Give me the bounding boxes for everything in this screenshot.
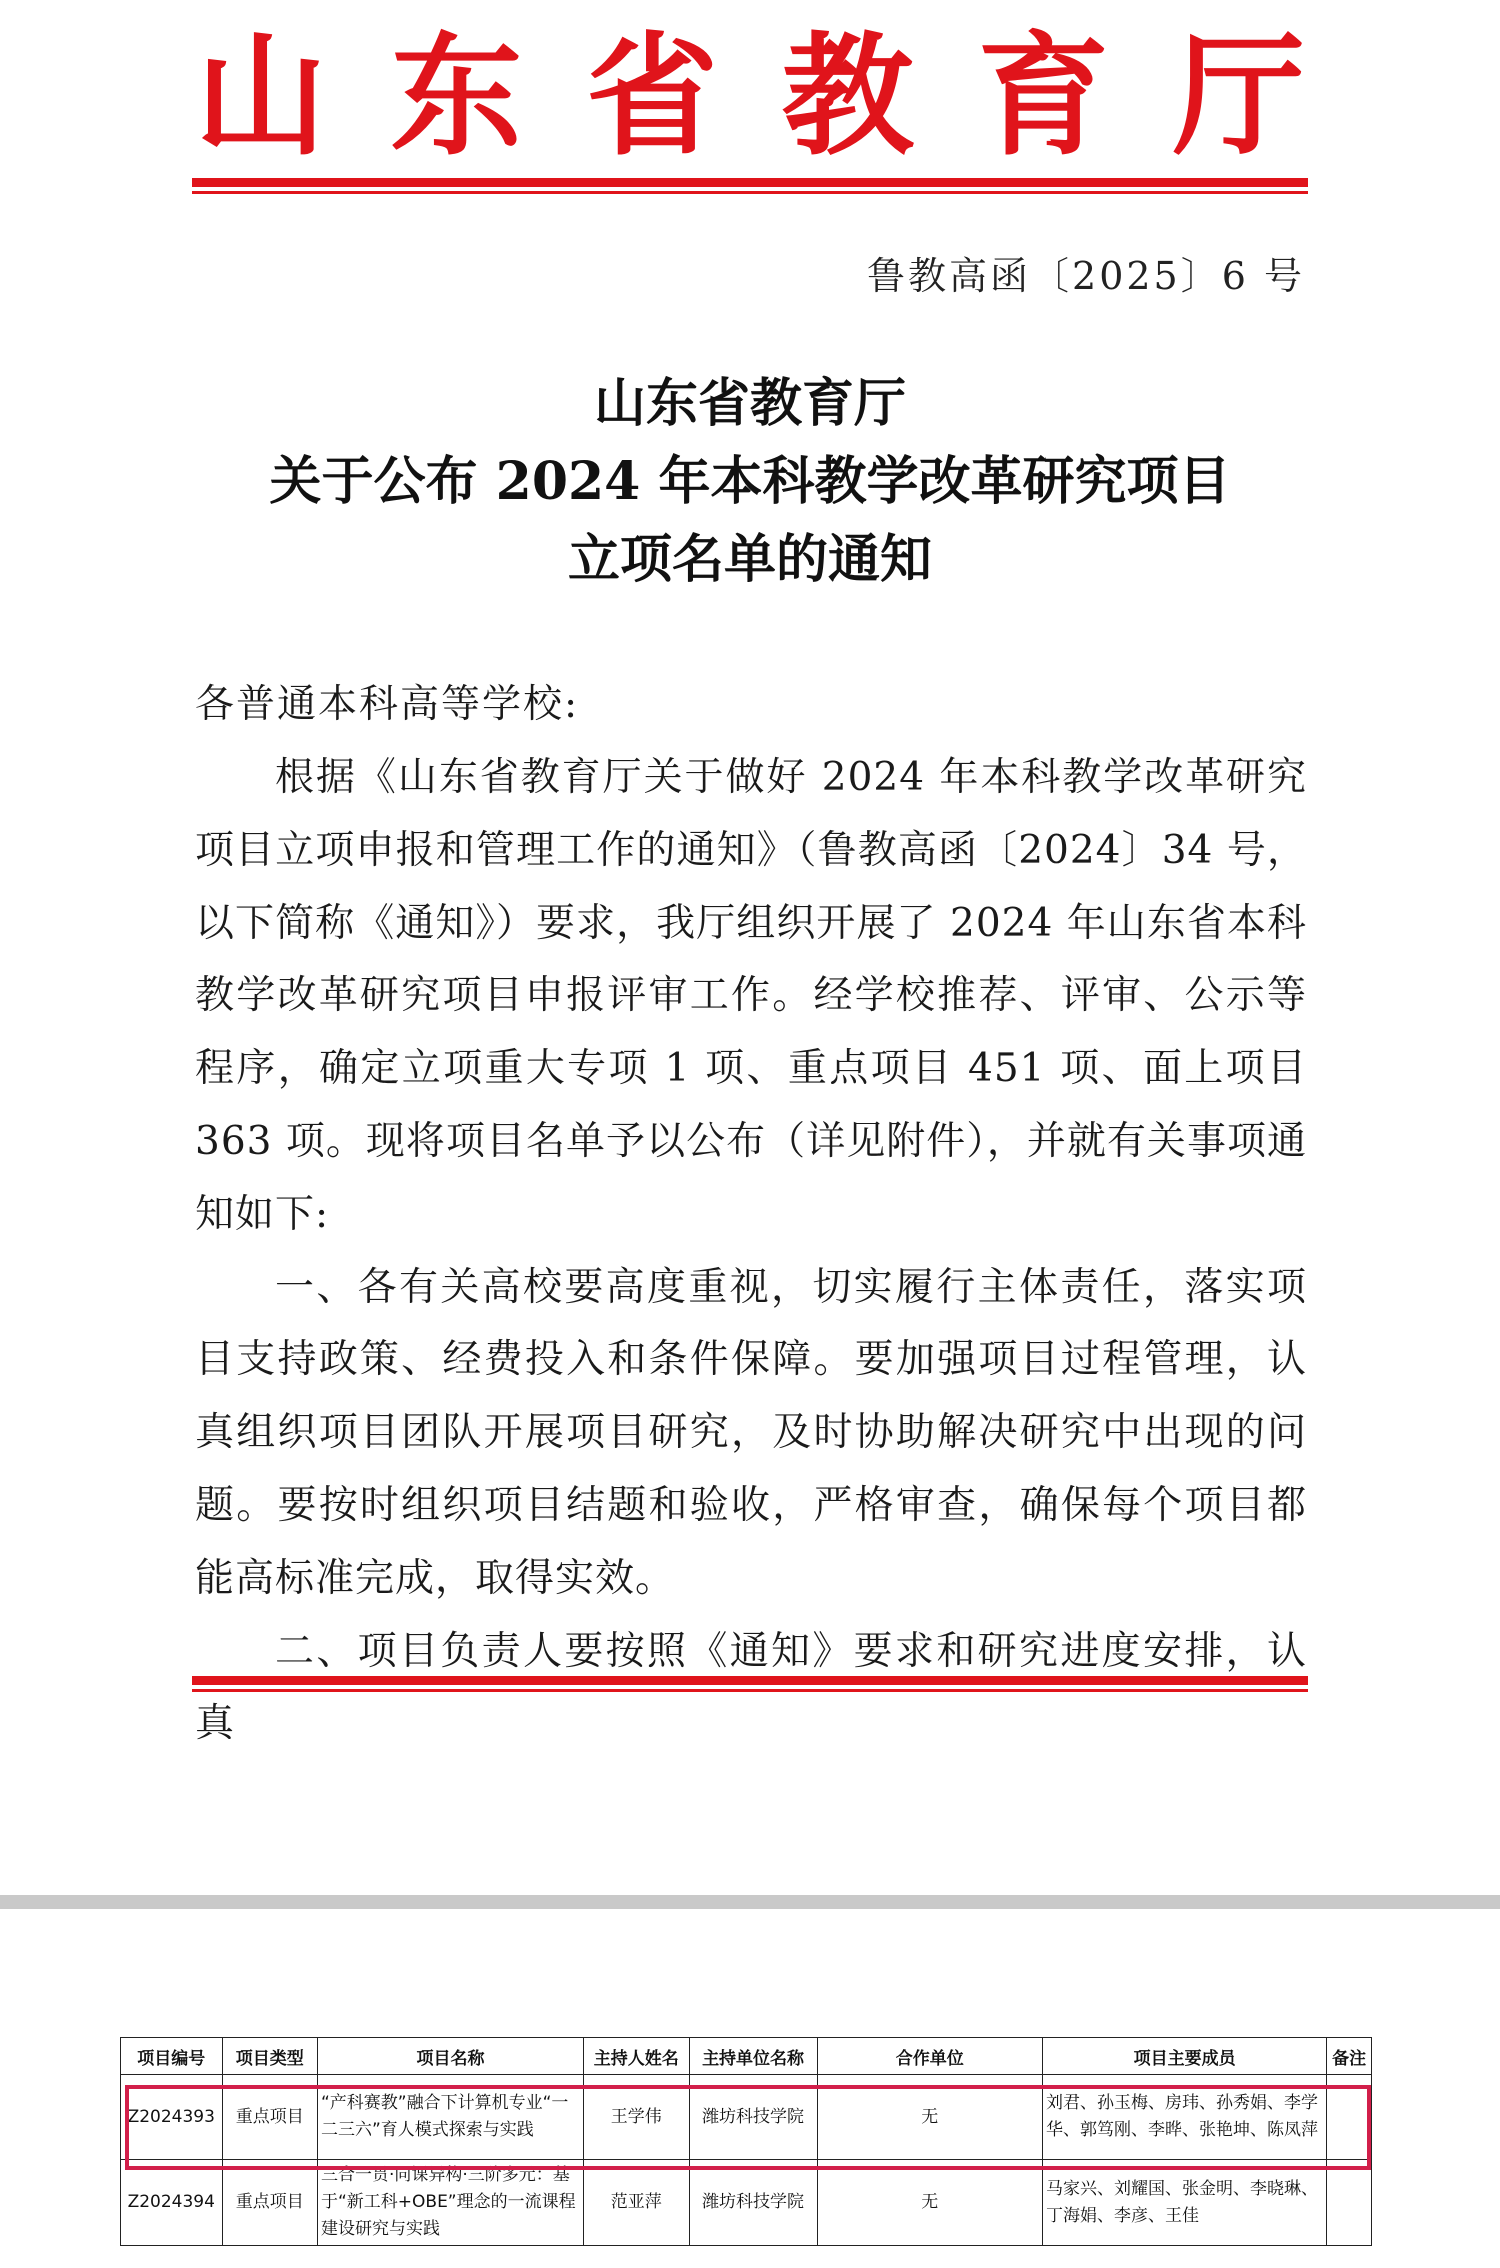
cell-note (1327, 2160, 1372, 2246)
salutation: 各普通本科高等学校: (195, 682, 580, 727)
red-rule-thick (192, 178, 1308, 187)
red-rule-thin (192, 191, 1308, 194)
cell-partner: 无 (817, 2075, 1042, 2160)
masthead-char: 山 (195, 20, 327, 174)
masthead-char: 育 (977, 20, 1110, 174)
cell-type: 重点项目 (222, 2075, 317, 2160)
cell-partner: 无 (817, 2160, 1042, 2246)
col-header: 主持单位名称 (689, 2038, 817, 2075)
paragraph-intro: 根据《山东省教育厅关于做好 2024 年本科教学改革研究项目立项申报和管理工作的通知》（鲁教高函〔2024〕34 号，以下简称《通知》）要求，我厅组织开展了 2024 年山东省本科教学改革研究项目申报评审工作。经学校推荐、评审、公示等程序，确定立项重大专项 1 项、重点项目 451 项、面上项目 363 项。现将项目名单予以公布（详见附件），并就有关事项通知如下: (195, 755, 1307, 1237)
cell-type: 重点项目 (222, 2160, 317, 2246)
notice-body (195, 742, 1307, 1761)
red-rule-bottom-thin (192, 1689, 1308, 1692)
cell-unit: 潍坊科技学院 (689, 2160, 817, 2246)
cell-id: Z2024393 (121, 2075, 223, 2160)
cell-unit: 潍坊科技学院 (689, 2075, 817, 2160)
cell-name: 三合一贯·同课异构·三阶多元：基于“新工科+OBE”理念的一流课程建设研究与实践 (317, 2160, 583, 2246)
title-line-3: 立项名单的通知 (567, 529, 932, 590)
attachment-page (0, 1909, 1500, 2268)
table-header-row (121, 2038, 1372, 2075)
masthead (195, 20, 1305, 174)
col-header: 项目编号 (121, 2038, 223, 2075)
paragraph-two: 二、项目负责人要按照《通知》要求和研究进度安排，认真 (195, 1628, 1307, 1747)
cell-members: 刘君、孙玉梅、房玮、孙秀娟、李学华、郭笃刚、李晔、张艳坤、陈凤萍 (1042, 2075, 1326, 2160)
title-line-2: 关于公布 2024 年本科教学改革研究项目 (269, 451, 1231, 512)
cell-leader: 王学伟 (584, 2075, 690, 2160)
cell-name: “产科赛教”融合下计算机专业“一二三六”育人模式探索与实践 (317, 2075, 583, 2160)
masthead-char: 教 (781, 20, 914, 174)
project-table (120, 2037, 1372, 2246)
col-header: 主持人姓名 (584, 2038, 690, 2075)
col-header: 备注 (1327, 2038, 1372, 2075)
col-header: 项目主要成员 (1042, 2038, 1326, 2075)
cell-note (1327, 2075, 1372, 2160)
col-header: 项目名称 (317, 2038, 583, 2075)
table-row (121, 2160, 1372, 2246)
cell-id: Z2024394 (121, 2160, 223, 2246)
title-line-1: 山东省教育厅 (593, 373, 906, 434)
page-separator (0, 1895, 1500, 1909)
masthead-char: 厅 (1172, 20, 1305, 174)
table-row (121, 2075, 1372, 2160)
paragraph-one: 一、各有关高校要高度重视，切实履行主体责任，落实项目支持政策、经费投入和条件保障。要加强项目过程管理，认真组织项目团队开展项目研究，及时协助解决研究中出现的问题。要按时组织项目结题和验收，严格审查，确保每个项目都能高标准完成，取得实效。 (195, 1264, 1307, 1601)
cell-leader: 范亚萍 (584, 2160, 690, 2246)
masthead-char: 省 (586, 20, 719, 174)
masthead-char: 东 (390, 20, 523, 174)
cell-members: 马家兴、刘耀国、张金明、李晓琳、丁海娟、李彦、王佳 (1042, 2160, 1326, 2246)
document-number: 鲁教高函〔2025〕6 号 (867, 254, 1305, 298)
red-rule-bottom-thick (192, 1676, 1308, 1685)
col-header: 合作单位 (817, 2038, 1042, 2075)
col-header: 项目类型 (222, 2038, 317, 2075)
